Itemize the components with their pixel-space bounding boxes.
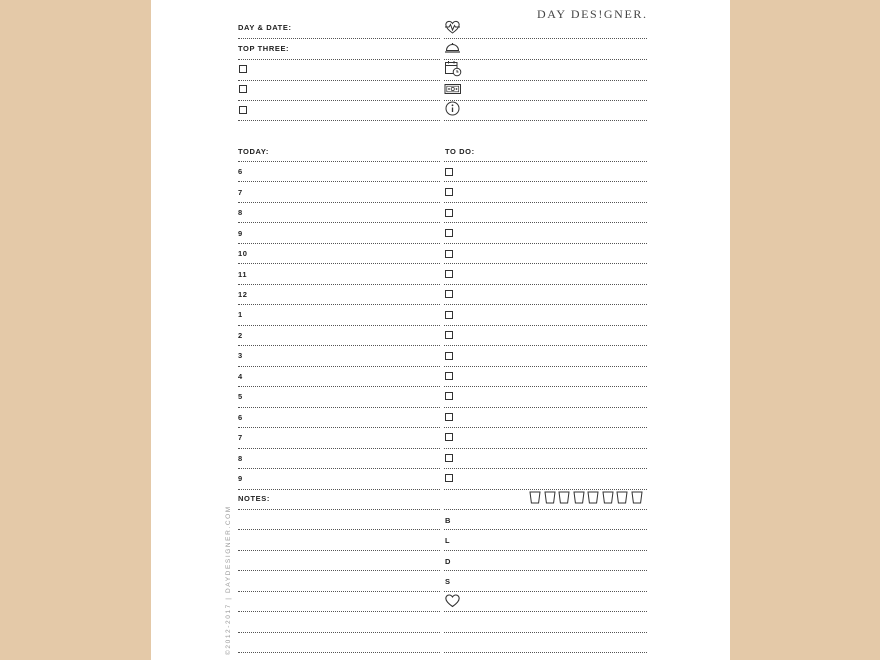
money-icon [444,83,462,95]
rule-left [238,284,440,285]
rule-left [238,325,440,326]
rule-left [238,652,440,653]
rule-right [444,243,647,244]
meal-label: L [445,536,451,545]
todo-checkbox[interactable] [445,413,453,421]
rule-right [444,345,647,346]
rule-left [238,263,440,264]
rule-left [238,632,440,633]
copyright-text: ©2012-2017 | DAYDESIGNER.COM [225,505,232,655]
rule-left [238,38,440,39]
todo-checkbox[interactable] [445,331,453,339]
rule-right [444,611,647,612]
hour-label: 1 [238,310,243,319]
water-cup-icon[interactable] [587,491,599,504]
todo-checkbox[interactable] [445,311,453,319]
rule-right [444,222,647,223]
hour-label: 2 [238,331,243,340]
rule-left [238,427,440,428]
water-tracker [529,491,643,504]
water-cup-icon[interactable] [529,491,541,504]
rule-right [444,366,647,367]
rule-right [444,448,647,449]
rule-right [444,550,647,551]
rule-right [444,632,647,633]
meal-label: S [445,577,451,586]
today-label: TODAY: [238,147,269,156]
rule-left [238,591,440,592]
rule-left [238,100,440,101]
rule-right [444,100,647,101]
rule-right [444,325,647,326]
rule-right [444,38,647,39]
rule-right [444,386,647,387]
notes-label: NOTES: [238,494,270,503]
water-cup-icon[interactable] [558,491,570,504]
todo-label: TO DO: [445,147,475,156]
meal-label: D [445,557,452,566]
rule-left [238,448,440,449]
todo-checkbox[interactable] [445,290,453,298]
rule-right [444,202,647,203]
water-cup-icon[interactable] [573,491,585,504]
rule-right [444,407,647,408]
rule-right [444,652,647,653]
rule-right [444,427,647,428]
brand-logo: DAY DES!GNER. [537,7,648,21]
water-cup-icon[interactable] [544,491,556,504]
rule-left [238,80,440,81]
hour-label: 6 [238,413,243,422]
rule-right [444,161,647,162]
rule-left [238,243,440,244]
rule-right [444,529,647,530]
rule-left [238,161,440,162]
rule-left [238,181,440,182]
todo-checkbox[interactable] [445,433,453,441]
hour-label: 7 [238,188,243,197]
calendar-clock-icon [444,60,462,77]
rule-left [238,120,440,121]
todo-checkbox[interactable] [445,352,453,360]
rule-left [238,304,440,305]
rule-right [444,468,647,469]
hour-label: 9 [238,474,243,483]
rule-right [444,570,647,571]
todo-checkbox[interactable] [445,392,453,400]
rule-right [444,59,647,60]
water-cup-icon[interactable] [602,491,614,504]
hour-label: 4 [238,372,243,381]
cloche-icon [444,40,461,54]
top-three-label: TOP THREE: [238,44,290,53]
rule-left [238,345,440,346]
hour-label: 6 [238,167,243,176]
heart-icon [444,593,461,608]
hour-label: 8 [238,208,243,217]
hour-label: 9 [238,229,243,238]
planner-sheet [151,0,730,660]
rule-left [238,570,440,571]
rule-right [444,80,647,81]
rule-right [444,304,647,305]
rule-left [238,509,440,510]
rule-left [238,202,440,203]
day-date-label: DAY & DATE: [238,23,292,32]
rule-right [444,509,647,510]
rule-right [444,591,647,592]
hour-label: 5 [238,392,243,401]
water-cup-icon[interactable] [616,491,628,504]
top-three-checkbox-3[interactable] [239,106,247,114]
rule-left [238,366,440,367]
rule-left [238,407,440,408]
hour-label: 8 [238,454,243,463]
rule-left [238,489,440,490]
top-three-checkbox-2[interactable] [239,85,247,93]
todo-checkbox[interactable] [445,372,453,380]
rule-left [238,468,440,469]
rule-left [238,59,440,60]
rule-left [238,386,440,387]
hour-label: 3 [238,351,243,360]
rule-right [444,284,647,285]
info-icon [445,101,460,116]
hour-label: 10 [238,249,248,258]
todo-checkbox[interactable] [445,188,453,196]
rule-right [444,489,647,490]
todo-checkbox[interactable] [445,270,453,278]
todo-checkbox[interactable] [445,168,453,176]
rule-right [444,120,647,121]
top-three-checkbox-1[interactable] [239,65,247,73]
rule-right [444,181,647,182]
todo-checkbox[interactable] [445,474,453,482]
rule-left [238,611,440,612]
water-cup-icon[interactable] [631,491,643,504]
rule-right [444,263,647,264]
todo-checkbox[interactable] [445,454,453,462]
rule-left [238,550,440,551]
meal-label: B [445,516,452,525]
todo-checkbox[interactable] [445,209,453,217]
heartbeat-icon [444,19,461,35]
rule-left [238,222,440,223]
hour-label: 7 [238,433,243,442]
rule-left [238,529,440,530]
hour-label: 11 [238,270,248,279]
todo-checkbox[interactable] [445,250,453,258]
hour-label: 12 [238,290,248,299]
todo-checkbox[interactable] [445,229,453,237]
